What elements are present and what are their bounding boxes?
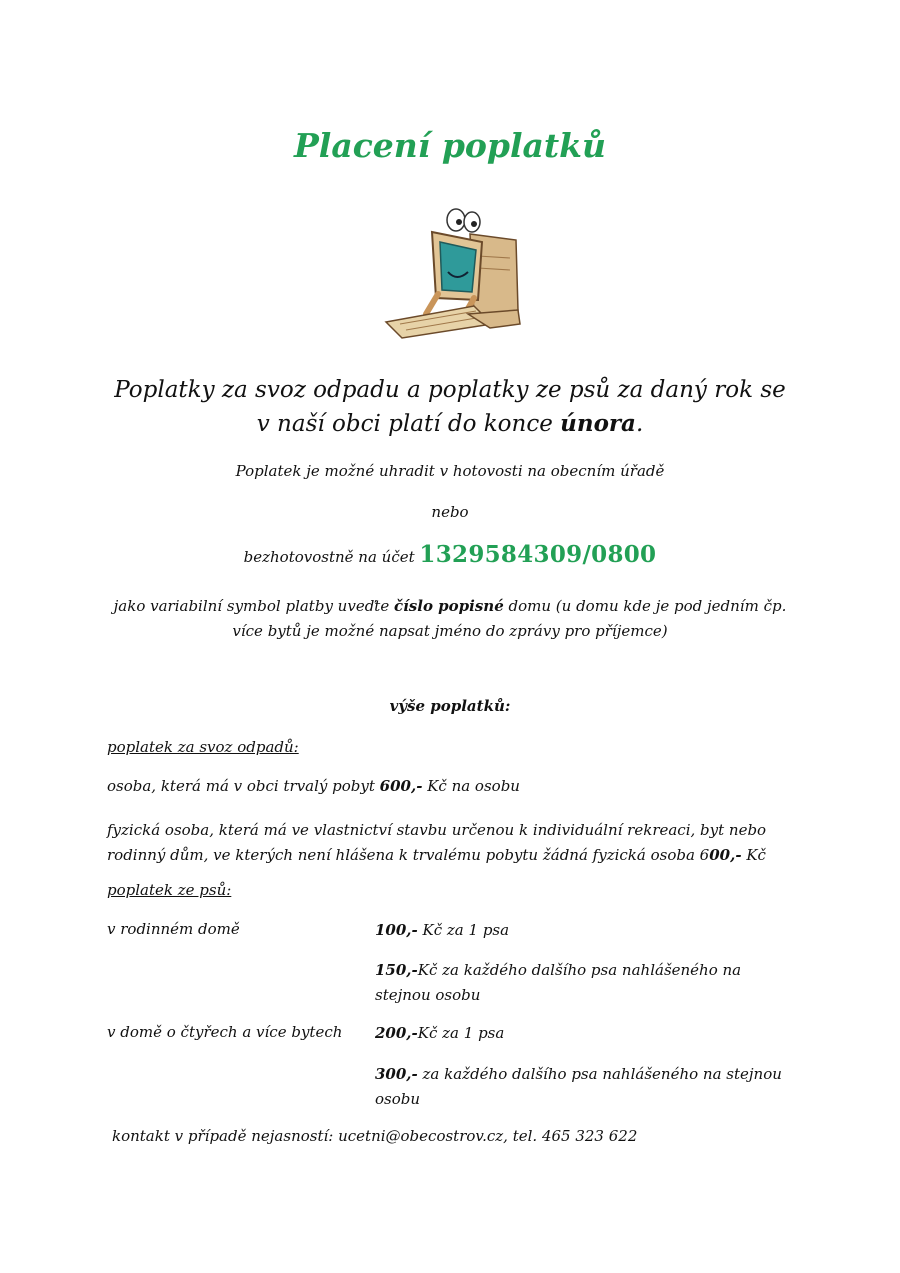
vs-line1 [0, 594, 900, 619]
dog-house-next-line2: stejnou osobu [375, 986, 481, 1004]
transfer-label: bezhotovostně na účet [243, 548, 420, 566]
resident-fee-text: osoba, která má v obci trvalý pobyt [107, 777, 380, 795]
headline-line1: Poplatky za svoz odpadu a poplatky ze psů za daný rok se [114, 377, 786, 403]
payment-transfer-line [0, 541, 900, 568]
dog-flat-next-amount: 300,- [375, 1065, 418, 1083]
dog-flat-first-fee [375, 1021, 805, 1046]
dog-flat-next-line2: osobu [375, 1090, 421, 1108]
waste-owner-fee [107, 818, 766, 868]
waste-resident-fee [107, 777, 520, 795]
vs-line2: více bytů je možné napsat jméno do zprávy pro příjemce) [232, 622, 668, 640]
fees-heading: výše poplatků: [389, 697, 511, 715]
payment-cash-text: Poplatek je možné uhradit v hotovosti na obecním úřadě [235, 462, 665, 480]
dog-flat-next-text: za každého dalšího psa nahlášeného na stejnou [417, 1065, 782, 1083]
computer-mascot-icon [378, 198, 524, 340]
resident-fee-unit: Kč na osobu [422, 777, 520, 795]
waste-fee-heading: poplatek za svoz odpadů: [107, 738, 299, 756]
dog-house-first-amount: 100,- [375, 921, 418, 939]
contact-line: kontakt v případě nejasností: ucetni@obecostrov.cz, tel. 465 323 622 [112, 1127, 638, 1145]
dog-flat-first-text: Kč za 1 psa [417, 1024, 505, 1042]
dog-house-next-text: Kč za každého dalšího psa nahlášeného na [417, 961, 742, 979]
owner-fee-unit: Kč [741, 846, 766, 864]
vs-suffix: domu (u domu kde je pod jedním čp. [503, 597, 787, 615]
dog-flat-label: v domě o čtyřech a více bytech [107, 1023, 343, 1041]
deadline-headline [0, 373, 900, 441]
bank-account-number: 1329584309/0800 [419, 541, 657, 568]
dog-house-label: v rodinném domě [107, 920, 240, 938]
dog-house-first-text: Kč za 1 psa [417, 921, 510, 939]
owner-fee-line2 [107, 843, 766, 868]
headline-deadline-month: února [560, 410, 636, 437]
dog-flat-next-fee [375, 1062, 805, 1112]
owner-fee-line1: fyzická osoba, která má ve vlastnictví stavbu určenou k individuální rekreaci, byt nebo [107, 821, 767, 839]
payment-or-text: nebo [431, 503, 469, 521]
dog-flat-first-amount: 200,- [375, 1024, 418, 1042]
variable-symbol-note [0, 594, 900, 644]
dog-flat-next-line1 [375, 1062, 805, 1087]
dog-fee-heading: poplatek ze psů: [107, 881, 232, 899]
headline-line2-prefix: v naší obci platí do konce [256, 411, 561, 437]
vs-prefix: jako variabilní symbol platby uveďte [113, 597, 394, 615]
resident-fee-amount: 600,- [379, 777, 423, 795]
owner-fee-text: rodinný dům, ve kterých není hlášena k trvalému pobytu žádná fyzická osoba 6 [107, 846, 710, 864]
page-title: Placení poplatků [293, 126, 607, 165]
dog-house-next-amount: 150,- [375, 961, 418, 979]
dog-house-first-fee [375, 918, 805, 943]
owner-fee-amount: 00,- [709, 846, 742, 864]
vs-house-number: číslo popisné [393, 597, 504, 615]
dog-house-next-line1 [375, 958, 805, 983]
headline-line2 [0, 407, 900, 441]
dog-house-next-fee [375, 958, 805, 1008]
headline-line2-suffix: . [635, 411, 644, 437]
